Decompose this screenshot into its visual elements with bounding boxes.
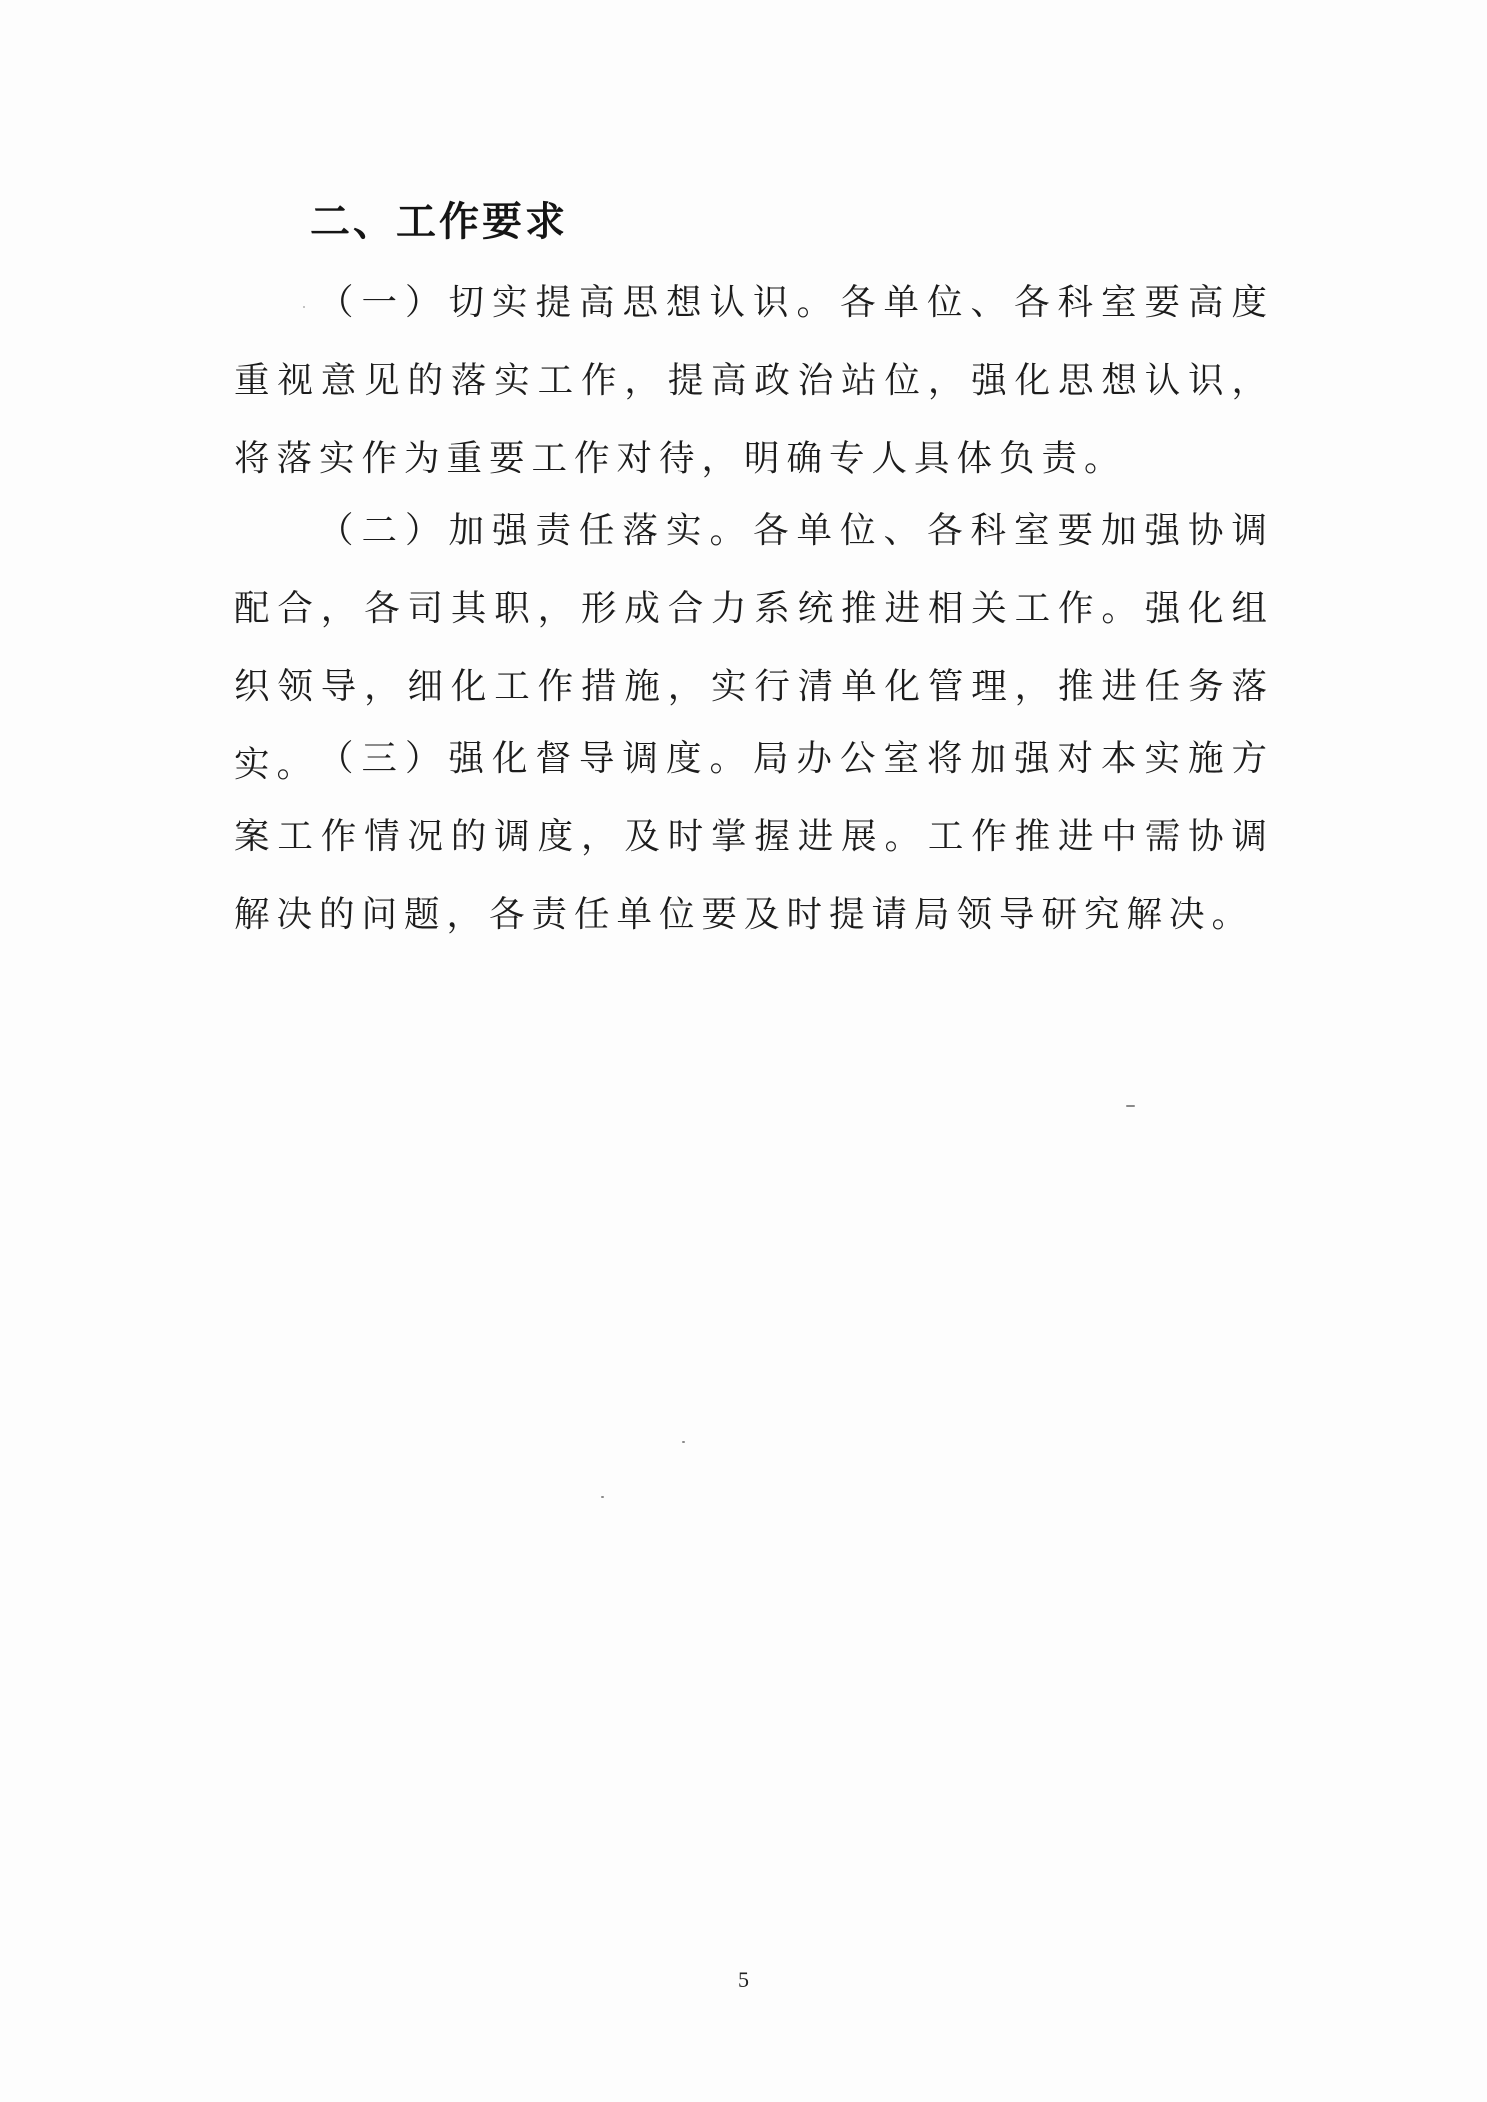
paragraph-3: （三）强化督导调度。局办公室将加强对本实施方案工作情况的调度，及时掌握进展。工作推进中需协调解决的问题，各责任单位要及时提请局领导研究解决。 xyxy=(234,738,1274,935)
section-heading: 二、工作要求 xyxy=(310,199,568,245)
scan-speck xyxy=(601,1496,604,1498)
page-number: 5 xyxy=(738,1967,749,1992)
paragraph-2: （二）加强责任落实。各单位、各科室要加强协调配合，各司其职，形成合力系统推进相关工作。强化组织领导，细化工作措施，实行清单化管理，推进任务落实。 xyxy=(234,510,1274,785)
paragraph-1: （一）切实提高思想认识。各单位、各科室要高度重视意见的落实工作，提高政治站位，强化思想认识，将落实作为重要工作对待，明确专人具体负责。 xyxy=(234,282,1274,479)
scan-speck xyxy=(1126,1105,1135,1107)
scan-speck xyxy=(303,306,305,308)
scan-speck xyxy=(682,1441,685,1443)
